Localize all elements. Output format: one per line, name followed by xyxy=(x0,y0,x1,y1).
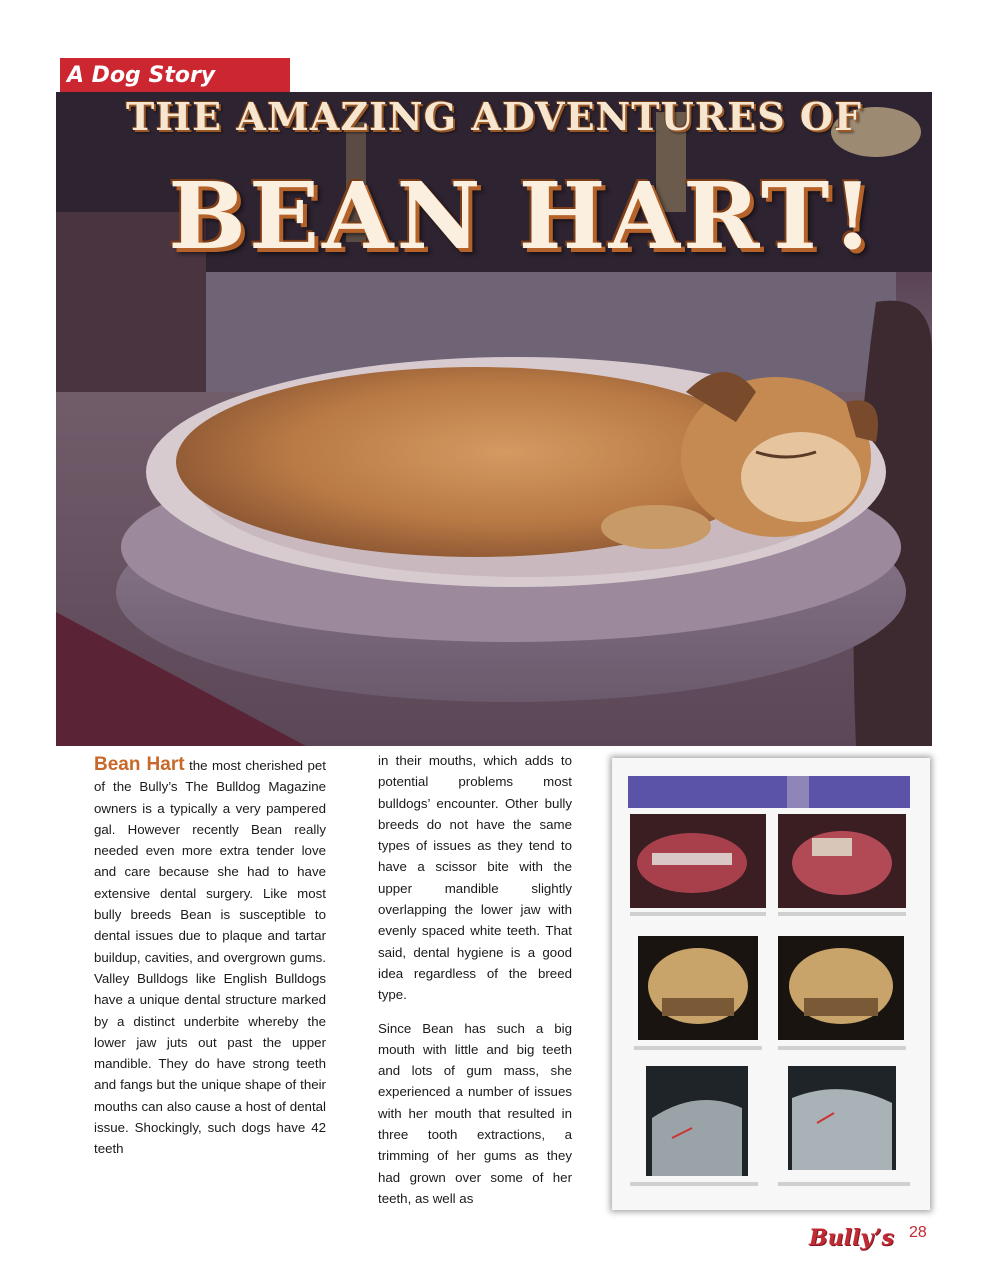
bullys-logo: Bully’s xyxy=(809,1225,894,1251)
article-col2-para2: Since Bean has such a big mouth with little and big teeth and lots of gum mass, she experienced a number of issues with her mouth that resulted in three tooth extractions, a trimming of her gums as they had grown over some of her teeth, as well as xyxy=(378,1020,572,1206)
article-column-1 xyxy=(94,754,326,1160)
article-col1-text: the most cherished pet of the Bully’s The Bulldog Magazine owners is a typically a very pampered gal. However recently Bean really needed even more extra tender love and care because she had to have extensive dental surgery. Like most bully breeds Bean is susceptible to dental issues due to plaque and tartar buildup, cavities, and overgrown gums. Valley Bulldogs like English Bulldogs have a unique dental structure marked by a distinct underbite whereby the lower jaw juts out past the upper mandible. They do have strong teeth and fangs but the unique shape of their mouths can also cause a host of dental issue. Shockingly, such dogs have 42 teeth xyxy=(94,758,326,1157)
hero-title-line1: THE AMAZING ADVENTURES OF xyxy=(126,94,862,139)
section-tag: A Dog Story xyxy=(60,58,290,93)
hero-title-line2: BEAN HART! xyxy=(168,162,876,270)
article-col2-para1: in their mouths, which adds to potential problems most bulldogs’ encounter. Other bully breeds do not have the same types of issues as they tend to have a scissor bite with the upper mandible slightly overlapping the lower jaw with evenly spaced white teeth. That said, dental hygiene is a good idea regardless of the breed type. xyxy=(378,753,572,1003)
hero-photo xyxy=(56,92,932,746)
dental-xray-image xyxy=(612,758,930,1210)
page-number: 28 xyxy=(909,1224,927,1241)
article-lead: Bean Hart xyxy=(94,754,185,775)
dental-xray-collage xyxy=(612,758,930,1210)
article-column-2 xyxy=(378,750,572,1209)
